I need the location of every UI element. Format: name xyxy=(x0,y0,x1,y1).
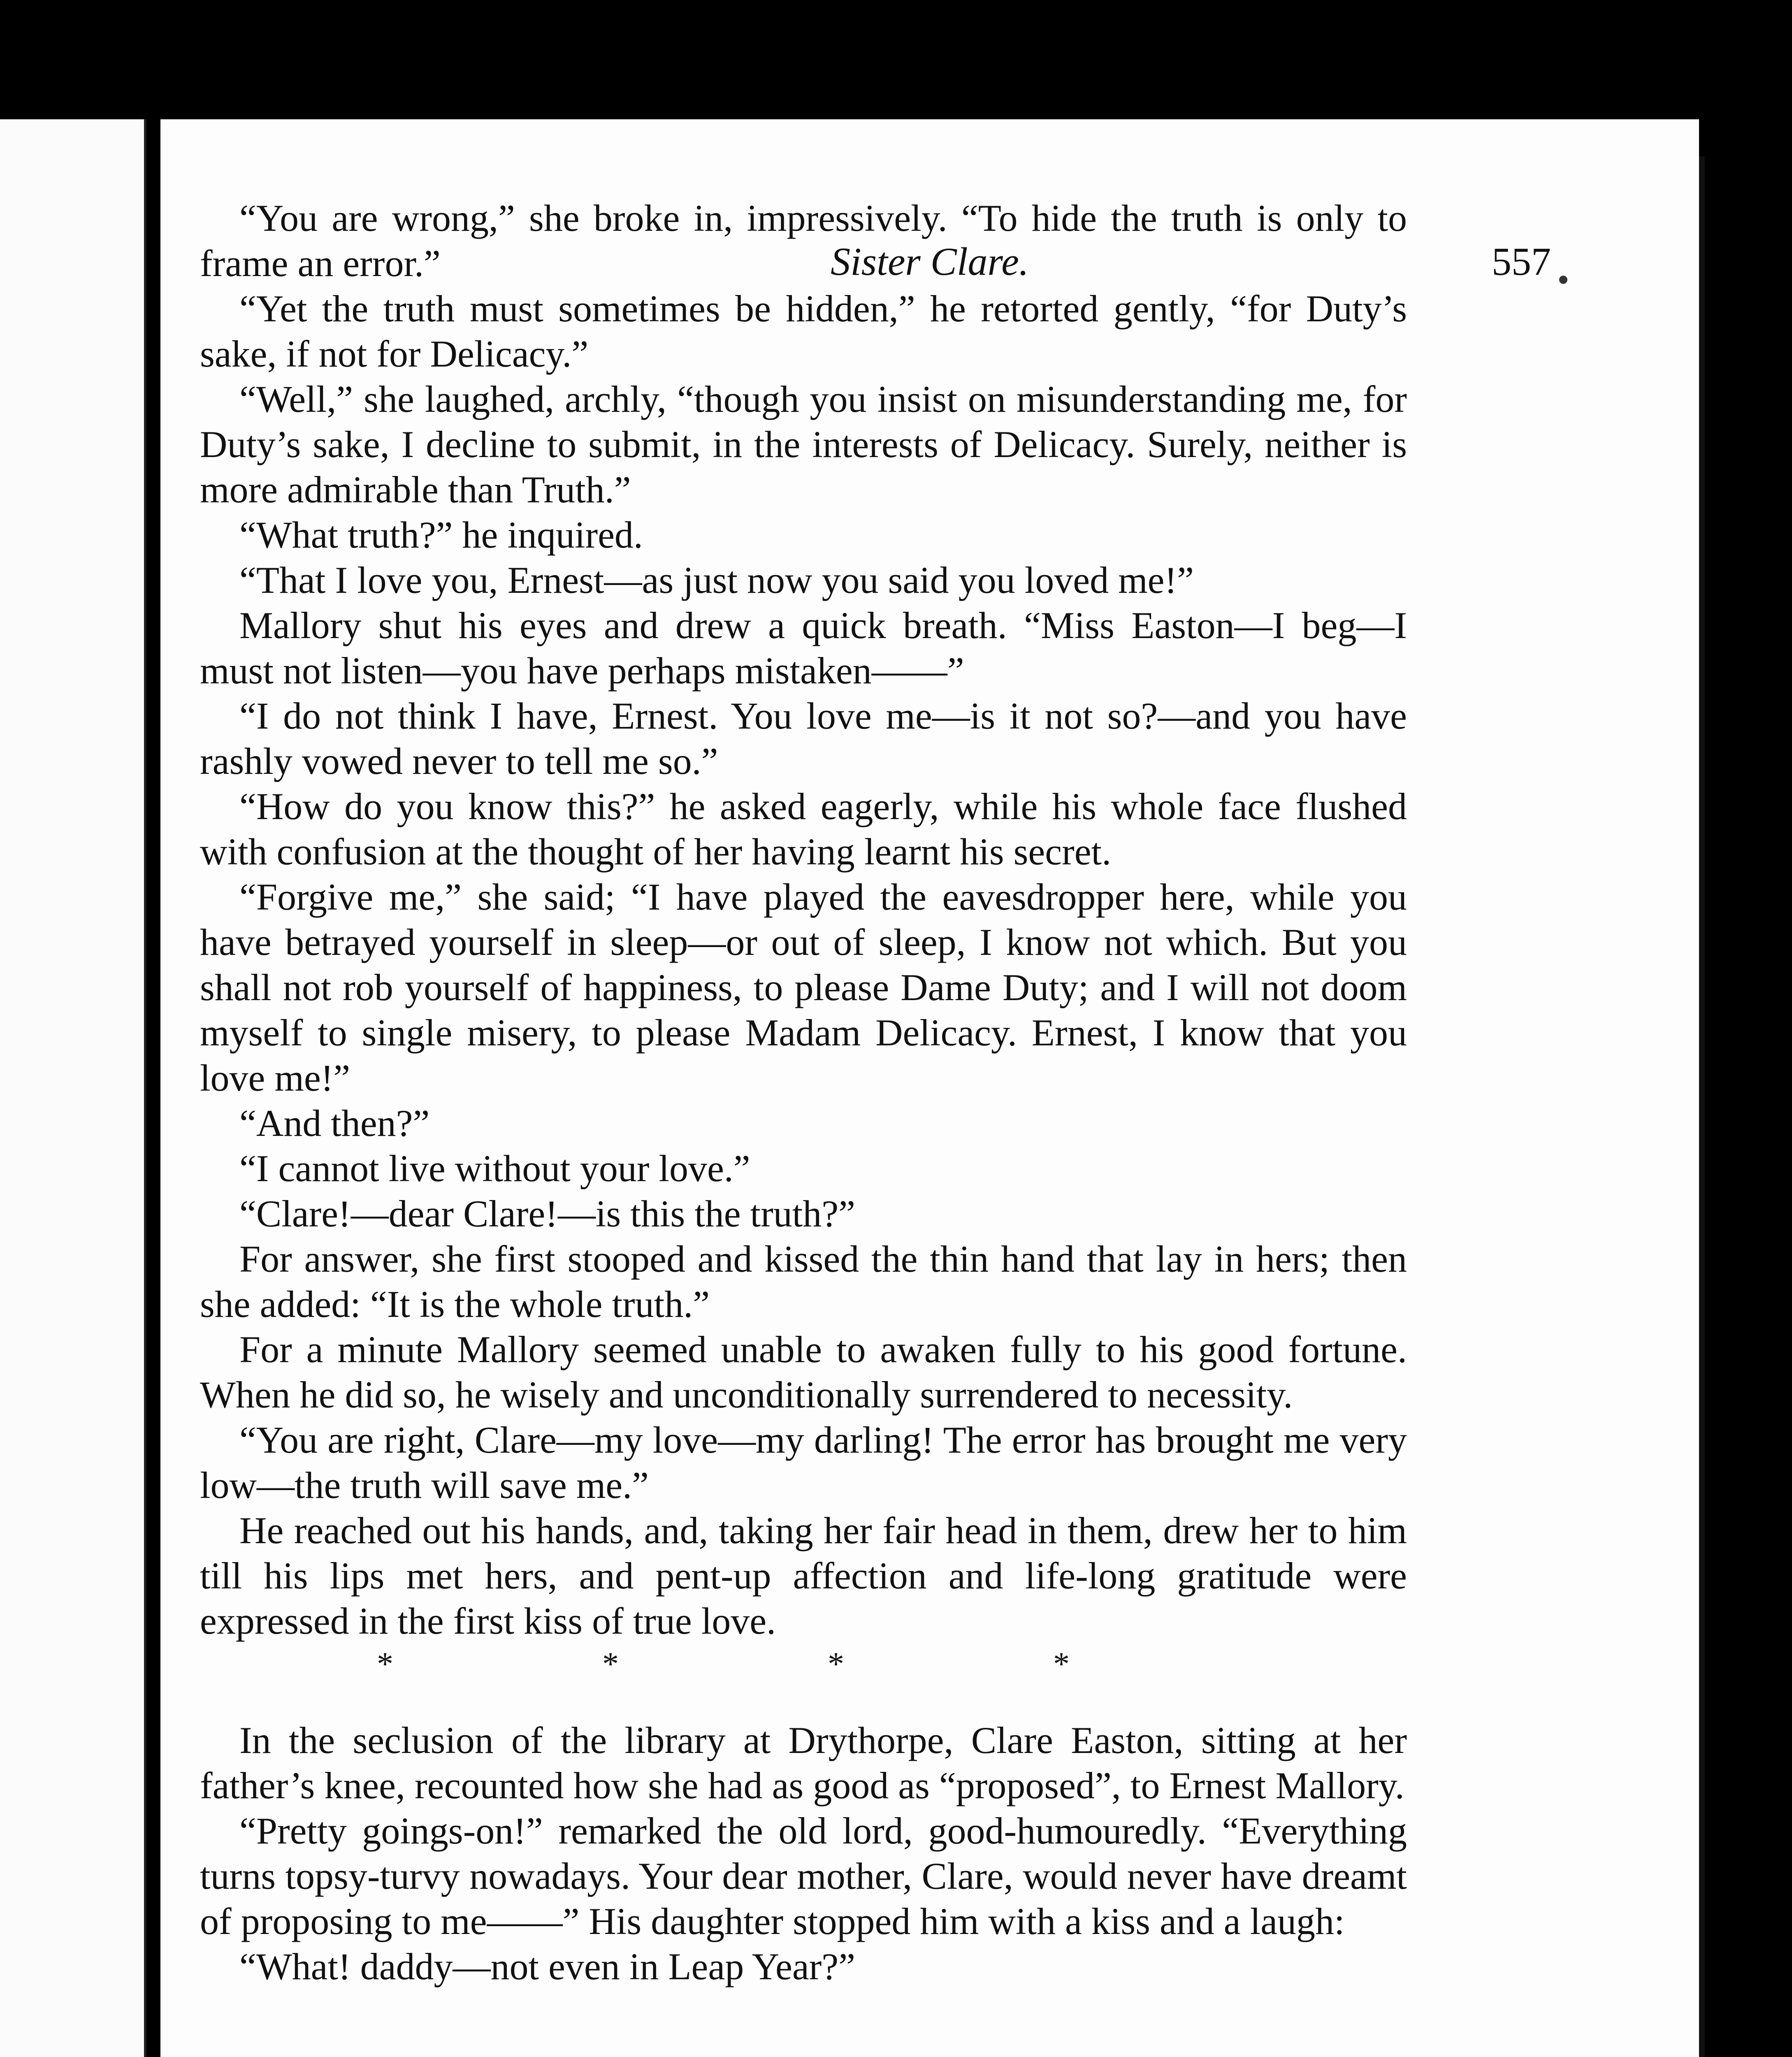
paragraph: “Well,” she laughed, archly, “though you insist on misunderstanding me, for Duty’s sake, I decline to submit, in the interests of Delicacy. Surely, neither is more admirable than Truth.” xyxy=(200,378,1407,511)
paragraph: “And then?” xyxy=(239,1102,430,1144)
section-break-star: * xyxy=(602,1646,619,1682)
paragraph: In the seclusion of the library at Drythorpe, Clare Easton, sitting at her father’s knee, recounted how she had as good as “proposed”, to Ernest Mallory. xyxy=(200,1719,1407,1806)
paragraph: “Forgive me,” she said; “I have played the eavesdropper here, while you have betrayed yourself in sleep—or out of sleep, I know not which. But you shall not rob yourself of happiness, to please Dame Duty; and I will not doom myself to single misery, to please Madam Delicacy. Ernest, I know that you love me!” xyxy=(200,876,1407,1099)
paragraph: Mallory shut his eyes and drew a quick breath. “Miss Easton—I beg—I must not listen—you have perhaps mistaken——” xyxy=(200,604,1407,692)
paragraph: “How do you know this?” he asked eagerly, while his whole face flushed with confusion at the thought of her having learnt his secret. xyxy=(200,785,1407,873)
paragraph: “You are wrong,” she broke in, impressively. “To hide the truth is only to frame an error.” xyxy=(200,197,1407,284)
section-break-star: * xyxy=(1053,1646,1070,1682)
section-gap xyxy=(200,1689,1407,1718)
paragraph: For a minute Mallory seemed unable to awaken fully to his good fortune. When he did so, he wisely and unconditionally surrendered to necessity. xyxy=(200,1328,1407,1416)
paragraph: “What truth?” he inquired. xyxy=(239,514,643,556)
section-break xyxy=(200,1644,1407,1689)
paragraph: For answer, she first stooped and kissed the thin hand that lay in hers; then she added: “It is the whole truth.” xyxy=(200,1238,1407,1325)
facing-page-edge xyxy=(0,119,146,2057)
running-title: Sister Clare. xyxy=(831,239,1029,283)
paragraph: “What! daddy—not even in Leap Year?” xyxy=(239,1946,855,1987)
ink-speck xyxy=(1559,276,1567,284)
story-text xyxy=(200,195,1407,1989)
paragraph: “I cannot live without your love.” xyxy=(239,1147,750,1189)
paragraph: “Yet the truth must sometimes be hidden,” he retorted gently, “for Duty’s sake, if not for Delicacy.” xyxy=(200,288,1407,375)
section-break-star: * xyxy=(828,1646,844,1682)
paragraph: “Pretty goings-on!” remarked the old lord, good-humouredly. “Everything turns topsy-turvy nowadays. Your dear mother, Clare, would never have dreamt of proposing to me——” His daughter stopped him with a kiss and a laugh: xyxy=(200,1810,1407,1942)
section-break-star: * xyxy=(377,1646,393,1682)
paragraph: “That I love you, Ernest—as just now you said you loved me!” xyxy=(239,559,1194,601)
page-number: 557 xyxy=(1492,239,1551,283)
paragraph: “I do not think I have, Ernest. You love me—is it not so?—and you have rashly vowed never to tell me so.” xyxy=(200,695,1407,782)
paragraph: He reached out his hands, and, taking her fair head in them, drew her to him till his lips met hers, and pent-up affection and life-long gratitude were expressed in the first kiss of true love. xyxy=(200,1509,1407,1642)
paragraph: “Clare!—dear Clare!—is this the truth?” xyxy=(239,1193,855,1235)
paragraph: “You are right, Clare—my love—my darling! The error has brought me very low—the truth will save me.” xyxy=(200,1419,1407,1506)
page-shadow-edge xyxy=(1699,156,1705,2057)
